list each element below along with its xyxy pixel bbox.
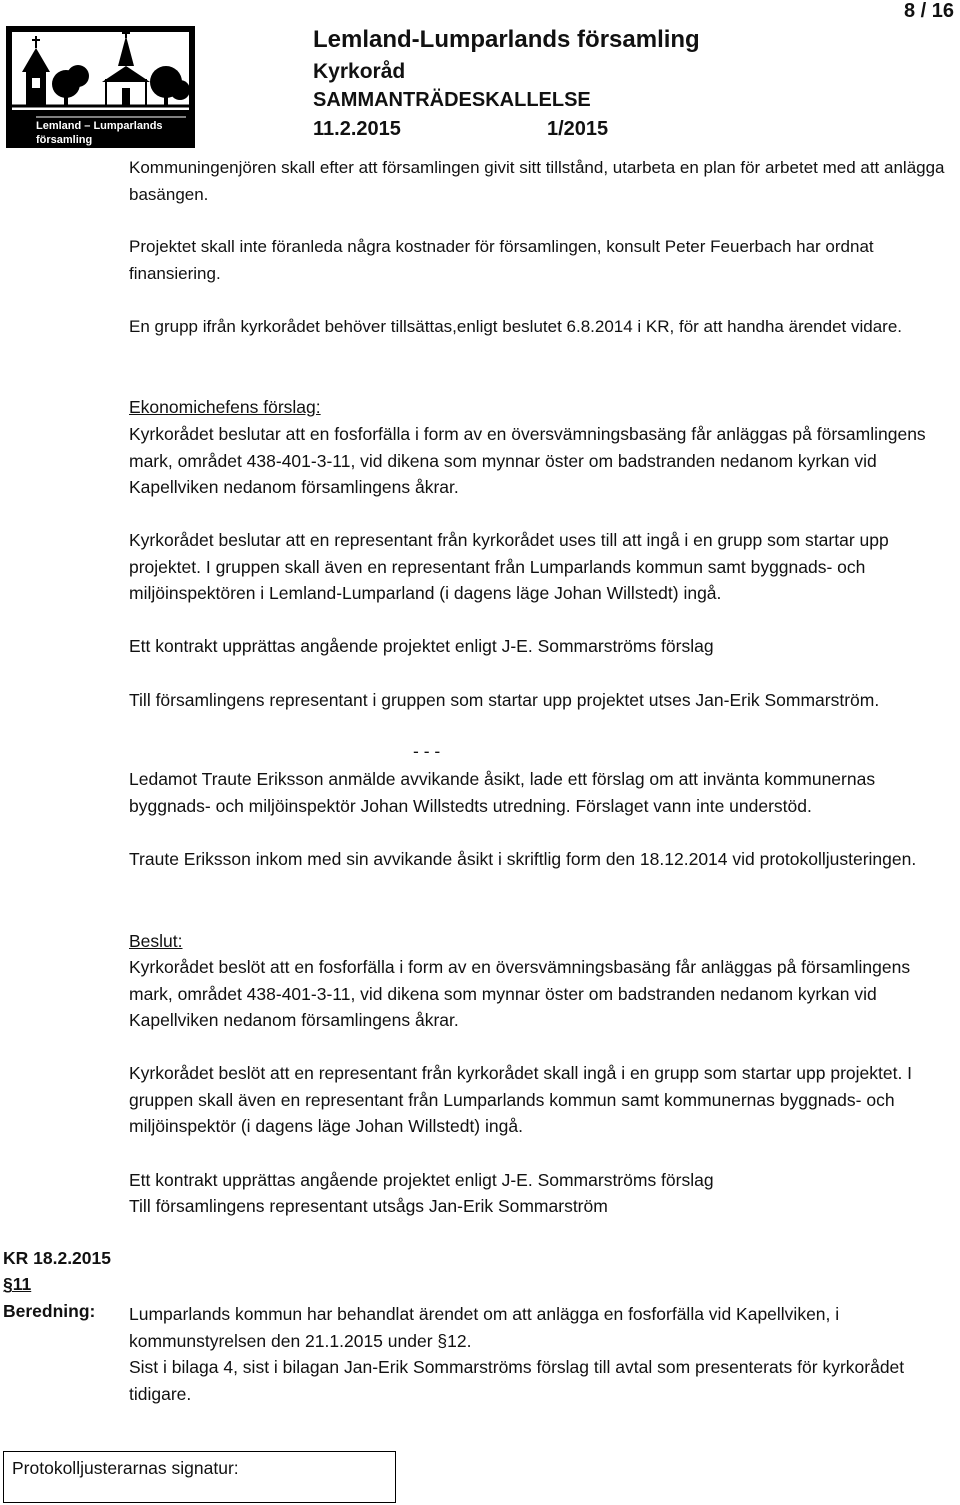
body-paragraph-2: Projektet skall inte föranleda några kostnader för församlingen, konsult Peter Feuerbach har ordnat finansiering. bbox=[129, 237, 874, 283]
decision-label bbox=[129, 928, 949, 955]
body-paragraph-3: En grupp ifrån kyrkorådet behöver tillsättas,enligt beslutet 6.8.2014 i KR, för att handha ärendet vidare. bbox=[129, 317, 903, 336]
dissent-paragraph-1: Ledamot Traute Eriksson anmälde avvikande åsikt, lade ett förslag om att invänta kommunernas byggnads- och miljöinspektör Johan Willstedts utredning. Förslaget vann inte understöd. bbox=[129, 769, 876, 816]
kr-prep-paragraph-1: Lumparlands kommun har behandlat ärendet om att anlägga en fosforfälla vid Kapellviken, i kommunstyrelsen den 21.1.2015 under §12. bbox=[129, 1304, 840, 1351]
parish-title: Lemland-Lumparlands församling bbox=[313, 26, 700, 53]
decision-paragraph-4: Till församlingens representant utsågs Jan-Erik Sommarström bbox=[129, 1196, 608, 1216]
proposal-heading: Ekonomichefens förslag: bbox=[129, 397, 321, 417]
dissent-paragraph-2: Traute Eriksson inkom med sin avvikande åsikt i skriftlig form den 18.12.2014 vid protokolljusteringen. bbox=[129, 849, 917, 869]
page-number: 8 / 16 bbox=[903, 0, 954, 22]
parish-logo bbox=[6, 26, 195, 148]
decision-paragraph-1: Kyrkorådet beslöt att en fosforfälla i form av en översvämningsbasäng får anläggas på församlingens mark, området 438-401-3-11, vid dikena som mynnar öster om badstranden nedanom kyrkan vid Kapellviken nedanom församlingens åkrar. bbox=[129, 957, 911, 1030]
signature-box bbox=[3, 1451, 396, 1503]
proposal-paragraph-2: Kyrkorådet beslutar att en representant från kyrkorådet uses till att ingå i en grupp som startar upp projektet. I gruppen skall även en representant från Lumparlands kommun samt byggnads- och miljöinspektören i Lemland-Lumparland (i dagens läge Johan Willstedt) ingå. bbox=[129, 530, 889, 603]
meeting-number: 1/2015 bbox=[547, 118, 609, 140]
proposal-paragraph-4: Till församlingens representant i gruppen som startar upp projektet utses Jan-Erik Sommarström. bbox=[129, 690, 880, 710]
decision-paragraph-3: Ett kontrakt upprättas angående projektet enligt J-E. Sommarströms förslag bbox=[129, 1170, 714, 1190]
council-name: Kyrkoråd bbox=[313, 60, 406, 83]
kr-prep-paragraph-2: Sist i bilaga 4, sist i bilagan Jan-Erik Sommarströms förslag till avtal som presenterats för kyrkorådet tidigare. bbox=[129, 1357, 905, 1404]
proposal-label bbox=[129, 394, 949, 421]
kr-date-label: KR 18.2.2015 bbox=[3, 1248, 111, 1268]
svg-text:Lemland – Lumparlands: Lemland – Lumparlands bbox=[36, 120, 163, 132]
proposal-paragraph-3: Ett kontrakt upprättas angående projektet enligt J-E. Sommarströms förslag bbox=[129, 636, 714, 656]
meeting-date: 11.2.2015 bbox=[313, 118, 401, 140]
svg-text:församling: församling bbox=[36, 134, 93, 146]
document-type: SAMMANTRÄDESKALLELSE bbox=[313, 89, 591, 111]
signature-label: Protokolljusterarnas signatur: bbox=[12, 1458, 239, 1478]
proposal-paragraph-1: Kyrkorådet beslutar att en fosforfälla i form av en översvämningsbasäng får anläggas på församlingens mark, området 438-401-3-11, vid dikena som mynnar öster om badstranden nedanom kyrkan vid Kapellviken nedanom församlingens åkrar. bbox=[129, 424, 926, 497]
decision-heading: Beslut: bbox=[129, 931, 183, 951]
decision-paragraph-2: Kyrkorådet beslöt att en representant från kyrkorådet skall ingå i en grupp som startar upp projektet. I gruppen skall även en representant från Lumparlands kommun samt kommunernas byggnads- och miljöinspektör (i dagens läge Johan Willstedt) ingå. bbox=[129, 1063, 913, 1136]
body-paragraph-1: Kommuningenjören skall efter att församlingen givit sitt tillstånd, utarbeta en plan för arbetet med att anlägga basängen. bbox=[129, 158, 945, 204]
separator: - - - bbox=[413, 741, 441, 761]
kr-paragraph-label: §11 bbox=[3, 1274, 32, 1294]
church-icon bbox=[6, 26, 195, 148]
kr-prep-label: Beredning: bbox=[3, 1301, 96, 1321]
